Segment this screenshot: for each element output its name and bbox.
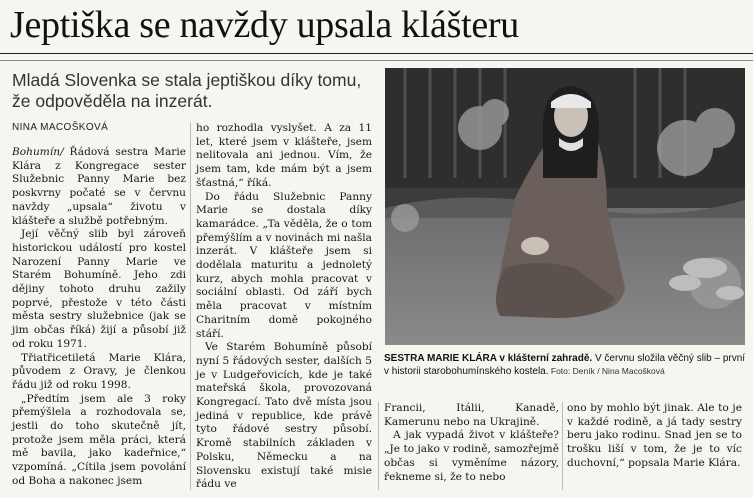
photo-credit: Foto: Deník / Nina Macošková xyxy=(548,366,665,376)
article-deck: Mladá Slovenka se stala jeptiškou díky tomu, že odpověděla na inzerát. xyxy=(12,70,362,111)
paragraph: Její věčný slib byl zároveň historickou událostí pro kostel Narození Panny Marie ve Starém Bohumíně. Jeho zdi dějiny tohoto druhu zažily poprvé, přestože v této části města sestry služebnice (jak se jim občas říká) žijí a působí již od roku 1971. xyxy=(12,228,186,350)
text-column-3 xyxy=(384,402,559,484)
headline: Jeptiška se navždy upsala klášteru xyxy=(10,4,519,46)
paragraph: ho rozhodla vyslyšet. A za 11 let, které jsem v klášteře, jsem nelitovala ani jednou. Vím, že jsem tam, kde mám být a jsem šťastná,“ říká. xyxy=(196,122,372,189)
paragraph: A jak vypadá život v klášteře? „Je to jako v rodině, samozřejmě občas si vyměníme názory, řekneme si, že to nebo xyxy=(384,429,559,483)
paragraph: Bohumín/ Řádová sestra Marie Klára z Kongregace sester Služebnic Panny Marie bez poskvrny počaté se v červnu navždy „upsala“ životu v klášteře a službě potřebným. xyxy=(12,146,186,227)
text-column-2 xyxy=(196,122,372,492)
byline: NINA MACOŠKOVÁ xyxy=(12,122,109,133)
photo-illustration xyxy=(385,68,745,345)
headline-rule-bottom xyxy=(0,60,753,61)
paragraph: ono by mohlo být jinak. Ale to je v každé rodině, a já tady sestry beru jako rodinu. Snad jen se to trošku liší v tom, že je to víc duchovní,“ popsala Marie Klára. xyxy=(567,402,742,469)
paragraph: „Předtím jsem ale 3 roky přemýšlela a rozhodovala se, jestli do toho skutečně jít, protože jsem měla práci, která mě bavila, jako kadeřnice,“ vzpomíná. „Cítila jsem povolání od Boha a nakonec jsem xyxy=(12,392,186,487)
paragraph: Ve Starém Bohumíně působí nyní 5 řádových sester, dalších 5 je v Ludgeřovicích, kde je také mateřská škola, provozovaná Kongregací. Tato dvě místa jsou jediná v republice, kde právě tyto řádové sestry působí. Kromě stabilních základen v Polsku, Německu a na Slovensku existují také misie řádu ve xyxy=(196,341,372,491)
paragraph: Do řádu Služebnic Panny Marie se dostala díky kamarádce. „Ta věděla, že o tom přemýšlím a v novinách mi našla inzerát. V klášteře jsem si dodělala maturitu a jednoletý kurz, abych mohla pracovat v sociální oblasti. Od září bych měla pracovat v místním Charitním domě pokojného stáří. xyxy=(196,190,372,340)
headline-rule-top xyxy=(0,53,753,54)
column-divider xyxy=(190,122,191,490)
paragraph: Francii, Itálii, Kanadě, Kamerunu nebo na Ukrajině. xyxy=(384,402,559,428)
column-divider xyxy=(378,402,379,490)
text-column-1 xyxy=(12,146,186,489)
caption-text: V červnu složila věčný slib – první v historii starobohumínského kostela. xyxy=(384,353,746,377)
paragraph: Třiatřicetiletá Marie Klára, původem z Oravy, je členkou řádu již od roku 1998. xyxy=(12,351,186,391)
column-divider xyxy=(562,402,563,490)
nun-garden-photo xyxy=(385,68,745,345)
text-column-4 xyxy=(567,402,742,471)
photo-caption xyxy=(384,352,746,378)
dateline: Bohumín/ xyxy=(12,146,64,158)
caption-lead: SESTRA MARIE KLÁRA v klášterní zahradě. xyxy=(384,353,593,364)
